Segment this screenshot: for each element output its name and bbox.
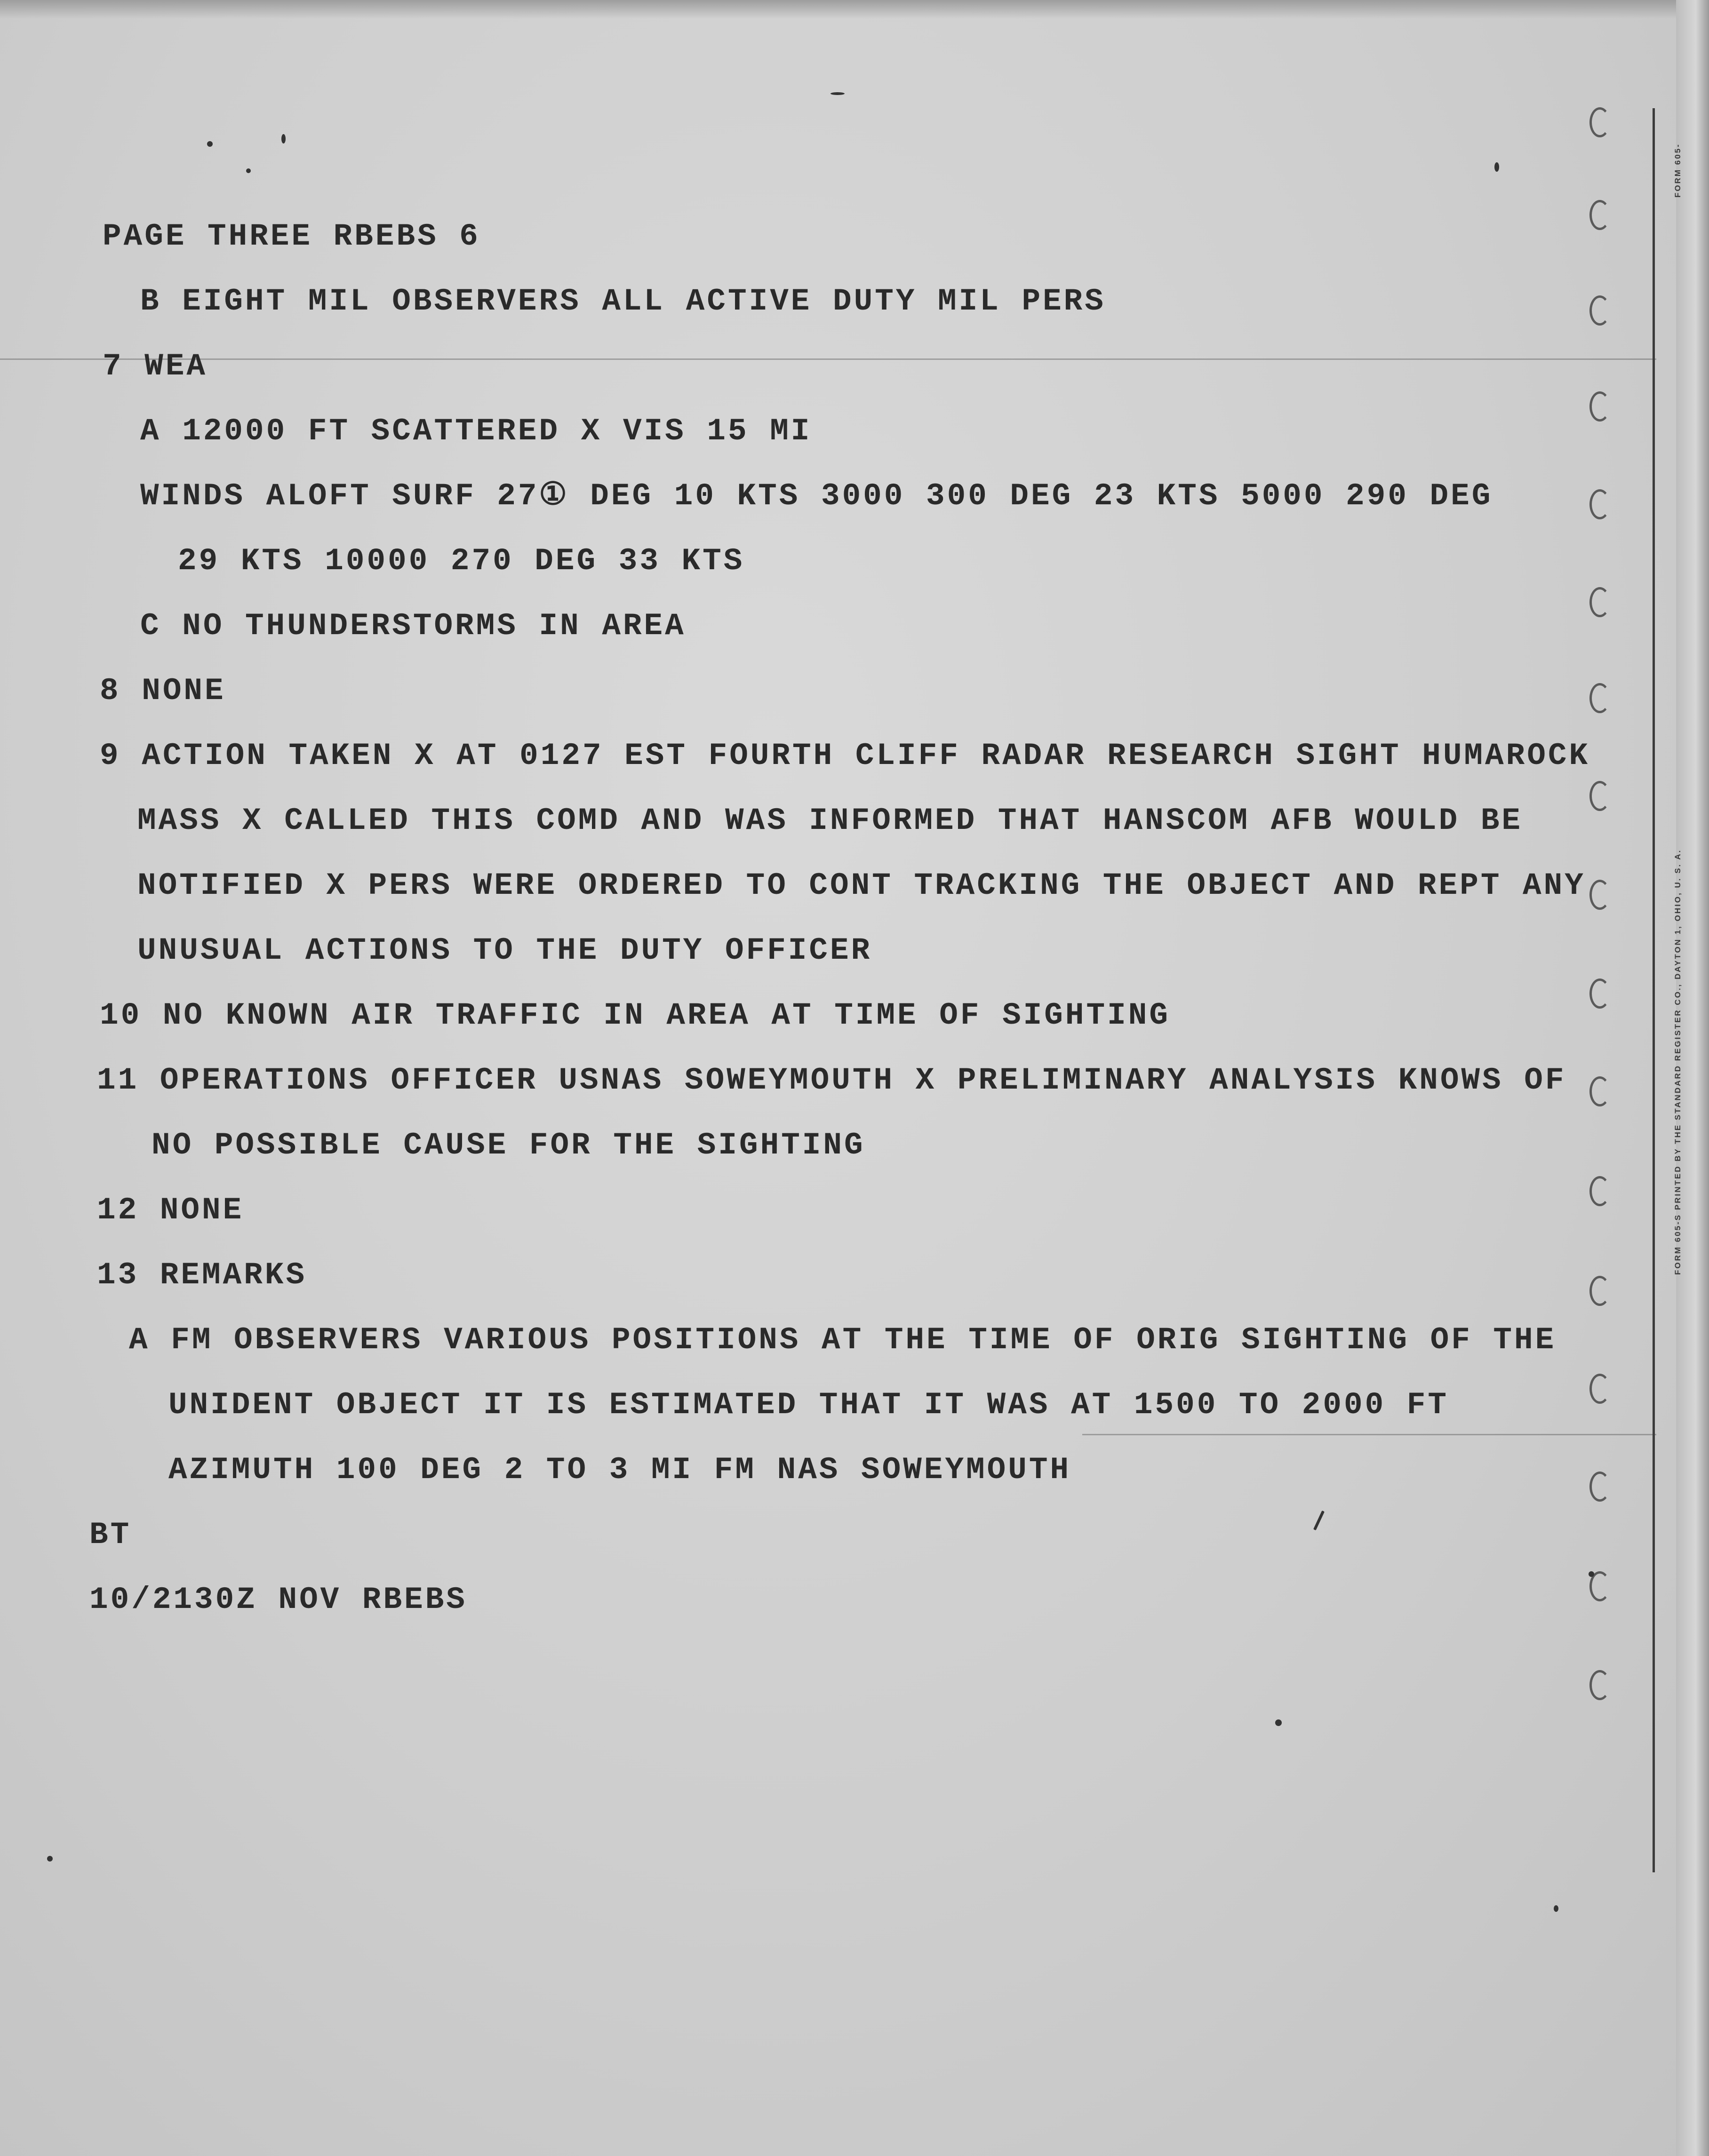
pin-hole bbox=[1589, 683, 1610, 713]
line-clouds: A 12000 FT SCATTERED X VIS 15 MI bbox=[140, 414, 812, 449]
line-item-9: 9 ACTION TAKEN X AT 0127 EST FOURTH CLIFF RADAR RESEARCH SIGHT HUMAROCK bbox=[100, 738, 1590, 773]
pin-hole bbox=[1589, 1374, 1610, 1404]
line-thunderstorms: C NO THUNDERSTORMS IN AREA bbox=[140, 608, 686, 644]
line-item-9-cont1: MASS X CALLED THIS COMD AND WAS INFORMED THAT HANSCOM AFB WOULD BE bbox=[137, 803, 1523, 838]
speck bbox=[207, 141, 213, 147]
perforation-line bbox=[1653, 108, 1655, 1872]
form-number-top: FORM 605- bbox=[1673, 143, 1682, 198]
speck bbox=[831, 92, 845, 95]
pin-hole bbox=[1589, 587, 1610, 617]
speck bbox=[1589, 1571, 1594, 1577]
line-item-13: 13 REMARKS bbox=[97, 1257, 307, 1293]
pen-mark bbox=[1313, 1511, 1325, 1530]
pin-hole bbox=[1589, 1176, 1610, 1206]
speck bbox=[47, 1856, 53, 1862]
speck bbox=[1554, 1905, 1558, 1912]
speck bbox=[1275, 1719, 1282, 1726]
top-shadow bbox=[0, 0, 1709, 19]
pin-hole bbox=[1589, 489, 1610, 519]
line-item-11-cont: NO POSSIBLE CAUSE FOR THE SIGHTING bbox=[152, 1128, 865, 1163]
line-winds-cont: 29 KTS 10000 270 DEG 33 KTS bbox=[178, 543, 745, 579]
pin-hole bbox=[1589, 1670, 1610, 1700]
pin-hole bbox=[1589, 1076, 1610, 1106]
line-item-9-cont2: NOTIFIED X PERS WERE ORDERED TO CONT TRACKING THE OBJECT AND REPT ANY bbox=[137, 868, 1586, 903]
form-printer-line: FORM 605-S PRINTED BY THE STANDARD REGISTER CO., DAYTON 1, OHIO, U. S. A. bbox=[1673, 849, 1682, 1275]
line-winds: WINDS ALOFT SURF 27① DEG 10 KTS 3000 300 DEG 23 KTS 5000 290 DEG bbox=[140, 478, 1493, 514]
line-item-12: 12 NONE bbox=[97, 1193, 244, 1228]
pin-hole bbox=[1589, 391, 1610, 422]
line-item-9-cont3: UNUSUAL ACTIONS TO THE DUTY OFFICER bbox=[137, 933, 872, 968]
pin-hole bbox=[1589, 880, 1610, 910]
line-remarks-a: A FM OBSERVERS VARIOUS POSITIONS AT THE TIME OF ORIG SIGHTING OF THE bbox=[129, 1322, 1557, 1358]
line-item-11: 11 OPERATIONS OFFICER USNAS SOWEYMOUTH X PRELIMINARY ANALYSIS KNOWS OF bbox=[97, 1063, 1566, 1098]
pin-hole bbox=[1589, 781, 1610, 811]
line-item-10: 10 NO KNOWN AIR TRAFFIC IN AREA AT TIME OF SIGHTING bbox=[100, 998, 1170, 1033]
pin-hole bbox=[1589, 295, 1610, 326]
speck bbox=[246, 168, 251, 173]
line-observers: B EIGHT MIL OBSERVERS ALL ACTIVE DUTY MIL PERS bbox=[140, 284, 1106, 319]
page-header: PAGE THREE RBEBS 6 bbox=[103, 219, 480, 254]
speck bbox=[1494, 162, 1499, 172]
speck bbox=[281, 134, 286, 143]
ghost-rule bbox=[0, 358, 1656, 360]
line-item-7: 7 WEA bbox=[103, 349, 208, 384]
pin-hole bbox=[1589, 1276, 1610, 1306]
pin-hole bbox=[1589, 200, 1610, 230]
pin-hole bbox=[1589, 979, 1610, 1009]
pin-hole bbox=[1589, 107, 1610, 137]
line-bt: BT bbox=[89, 1517, 132, 1552]
line-remarks-a-cont1: UNIDENT OBJECT IT IS ESTIMATED THAT IT WAS AT 1500 TO 2000 FT bbox=[168, 1387, 1449, 1423]
line-dtg: 10/2130Z NOV RBEBS bbox=[89, 1582, 467, 1617]
line-remarks-a-cont2: AZIMUTH 100 DEG 2 TO 3 MI FM NAS SOWEYMOUTH bbox=[168, 1452, 1071, 1488]
line-item-8: 8 NONE bbox=[100, 673, 226, 708]
pin-hole bbox=[1589, 1472, 1610, 1502]
